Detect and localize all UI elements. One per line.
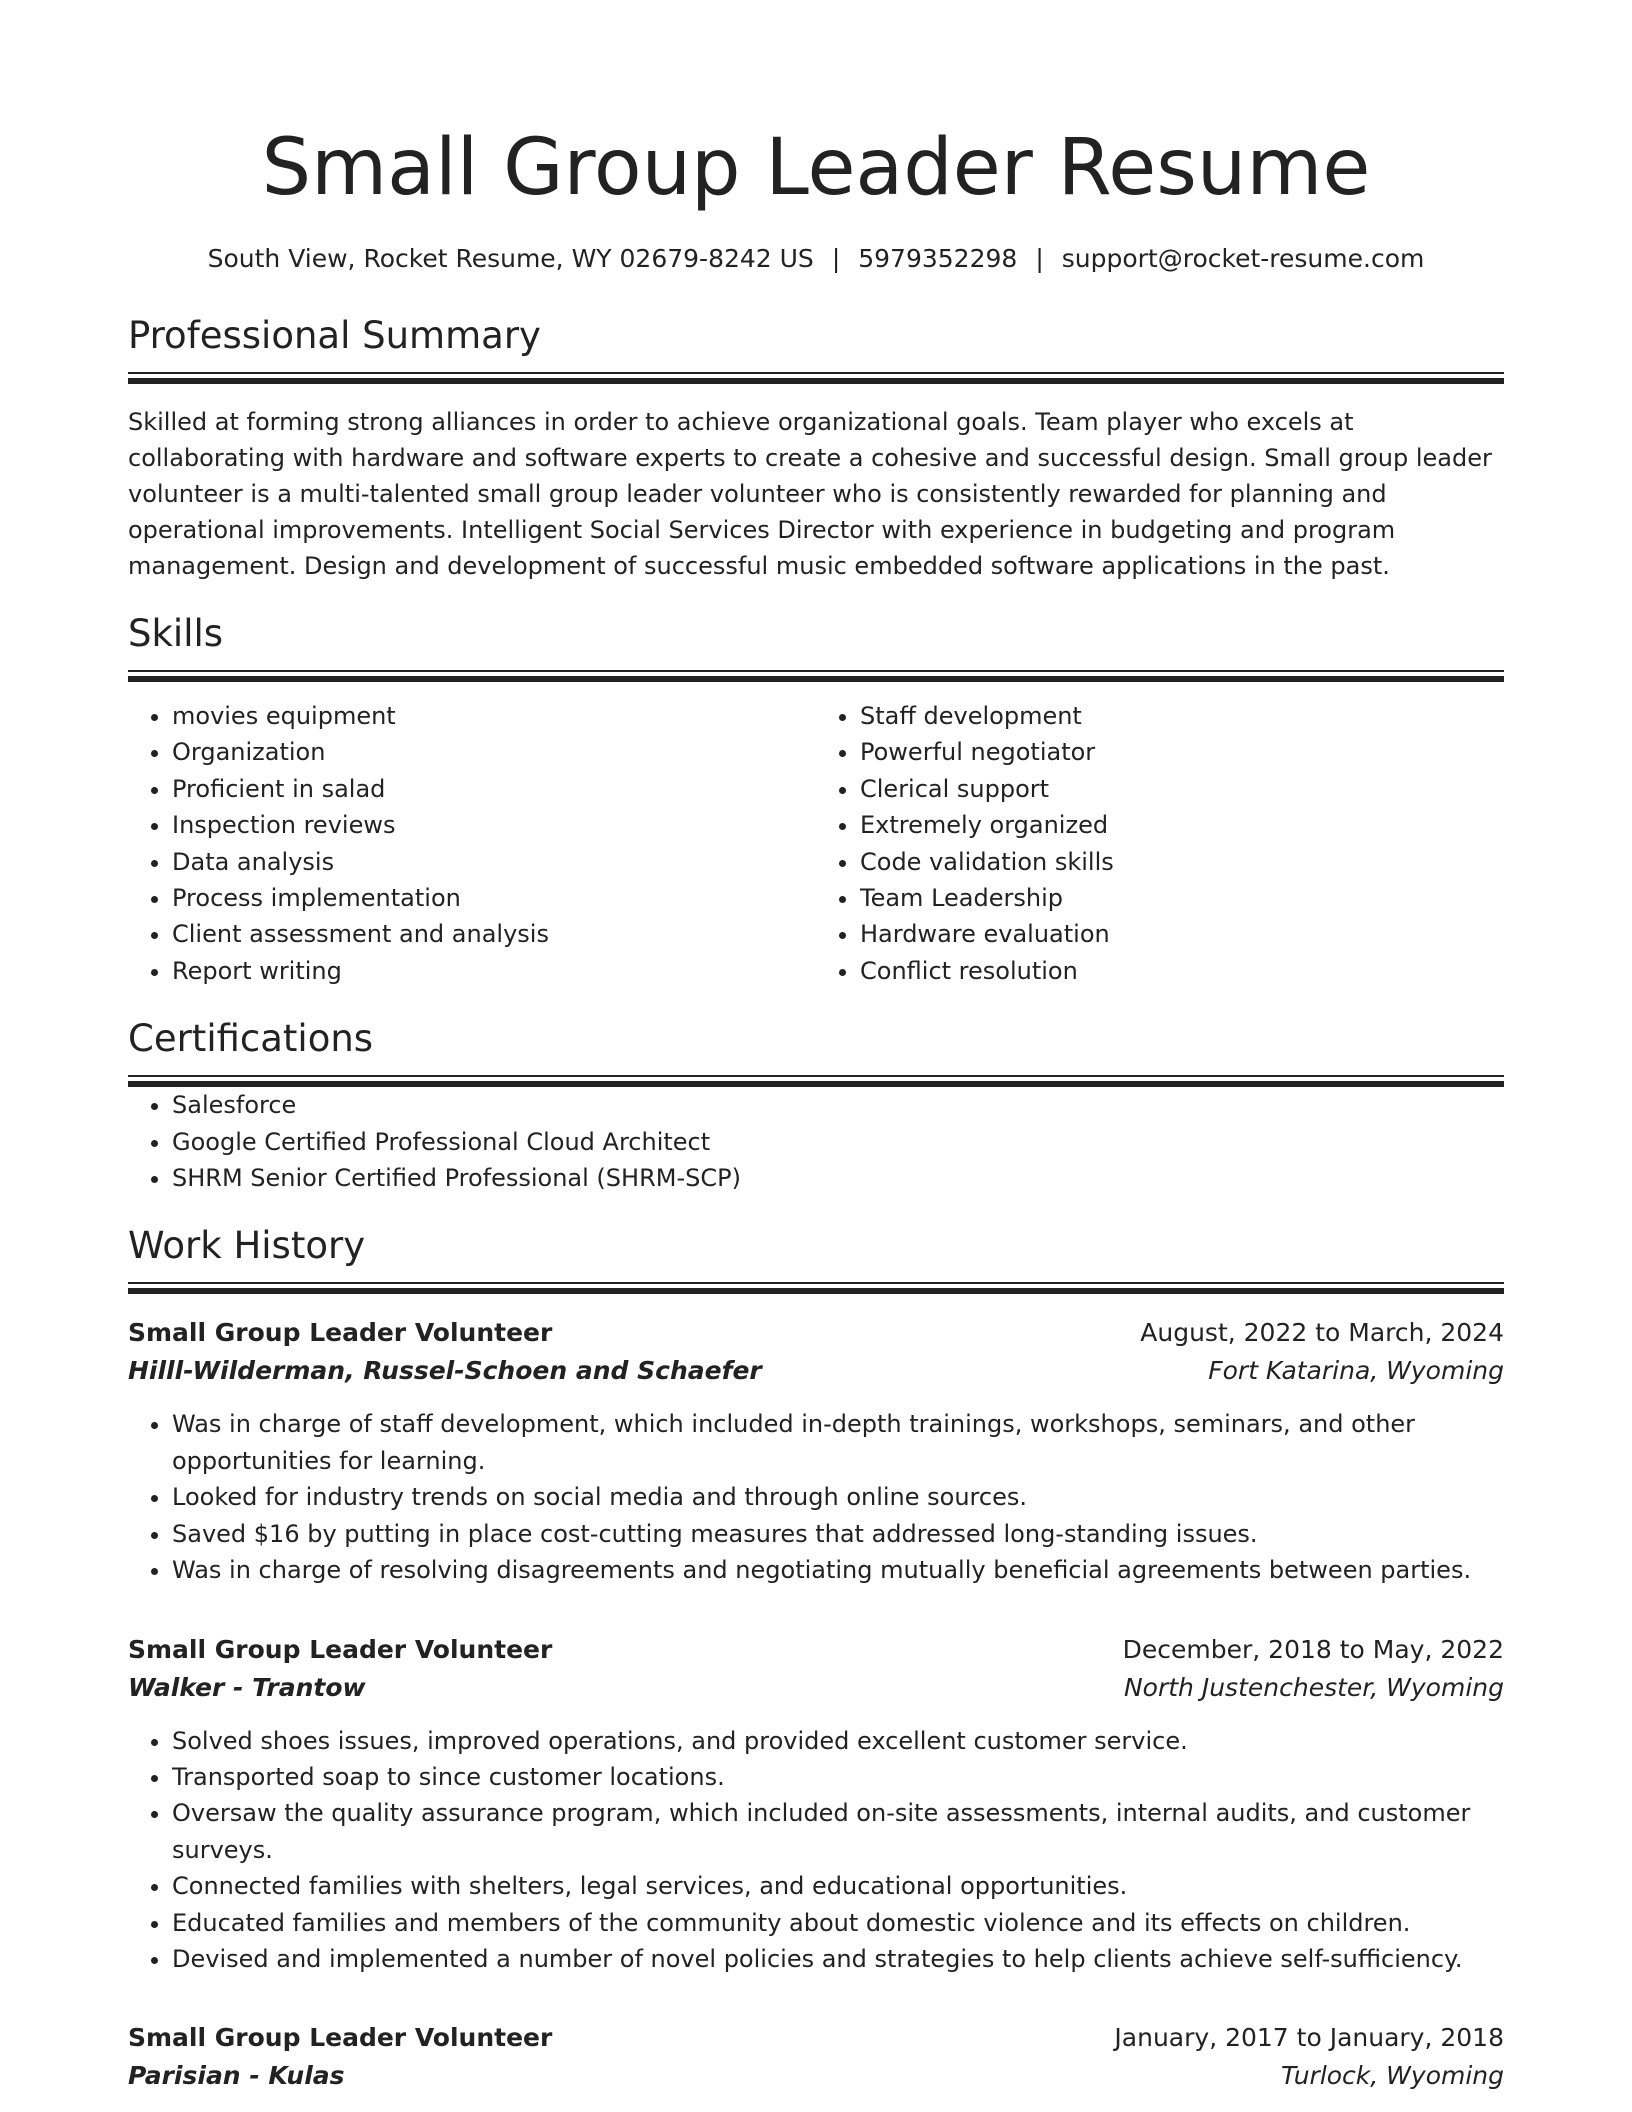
skill-item: • Powerful negotiator <box>860 734 1504 770</box>
job-bullet: • Was in charge of staff development, which included in-depth trainings, workshops, seminars, and other opportunities for learning. <box>172 1406 1504 1479</box>
job-title: Small Group Leader Volunteer <box>128 2023 553 2053</box>
contact-email: support@rocket-resume.com <box>1061 244 1425 273</box>
page-title: Small Group Leader Resume <box>261 123 1371 213</box>
job-dates: January, 2017 to January, 2018 <box>1114 2023 1504 2053</box>
job-header-row <box>128 2019 1504 2057</box>
job-dates: August, 2022 to March, 2024 <box>1140 1318 1504 1348</box>
job-bullet: • Transported soap to since customer locations. <box>172 1759 1504 1795</box>
contact-separator: | <box>831 244 841 273</box>
job-bullet: • Saved $16 by putting in place cost-cutting measures that addressed long-standing issues. <box>172 1516 1504 1552</box>
job-entry <box>128 1631 1504 1978</box>
job-bullet: • Educated families and members of the community about domestic violence and its effects on children. <box>172 1905 1504 1941</box>
section-divider <box>128 670 1504 682</box>
certification-item: • SHRM Senior Certified Professional (SHRM-SCP) <box>172 1160 1504 1196</box>
job-bullets <box>128 1723 1504 1978</box>
job-bullet: • Devised and implemented a number of novel policies and strategies to help clients achieve self-sufficiency. <box>172 1941 1504 1977</box>
skill-item: • Report writing <box>172 953 816 989</box>
summary-text: Skilled at forming strong alliances in order to achieve organizational goals. Team player who excels at collaborating with hardware and software experts to create a cohesive and successful design. Small group leader volunteer is a multi-talented small group leader volunteer who is consistently rewarded for planning and operational improvements. Intelligent Social Services Director with experience in budgeting and program management. Design and development of successful music embedded software applications in the past. <box>128 408 1492 580</box>
job-entry <box>128 2019 1504 2095</box>
job-bullets <box>128 1406 1504 1588</box>
certifications-heading: Certifications <box>128 1017 374 1061</box>
work-history-section <box>128 1222 1504 2095</box>
job-bullet: • Looked for industry trends on social media and through online sources. <box>172 1479 1504 1515</box>
job-bullet: • Solved shoes issues, improved operations, and provided excellent customer service. <box>172 1723 1504 1759</box>
certifications-section <box>128 1015 1504 1196</box>
contact-address: South View, Rocket Resume, WY 02679-8242 US <box>207 244 814 273</box>
skill-item: • Process implementation <box>172 880 816 916</box>
job-bullet: • Was in charge of resolving disagreements and negotiating mutually beneficial agreements between parties. <box>172 1552 1504 1588</box>
job-company-row <box>128 2057 1504 2095</box>
skill-item: • movies equipment <box>172 698 816 734</box>
skills-grid <box>128 698 1504 989</box>
job-location: Turlock, Wyoming <box>1280 2061 1504 2091</box>
summary-section <box>128 312 1504 584</box>
jobs-list <box>128 1314 1504 2095</box>
job-company-row <box>128 1352 1504 1390</box>
skill-item: • Team Leadership <box>860 880 1504 916</box>
skill-item: • Client assessment and analysis <box>172 916 816 952</box>
contact-separator: | <box>1035 244 1044 273</box>
skill-item: • Data analysis <box>172 844 816 880</box>
skill-item: • Conflict resolution <box>860 953 1504 989</box>
skills-column-left <box>128 698 816 989</box>
contact-phone: 5979352298 <box>858 244 1018 273</box>
section-divider <box>128 1075 1504 1087</box>
skill-item: • Hardware evaluation <box>860 916 1504 952</box>
section-divider <box>128 1282 1504 1294</box>
skill-item: • Extremely organized <box>860 807 1504 843</box>
job-bullet: • Oversaw the quality assurance program, which included on-site assessments, internal audits, and customer surveys. <box>172 1795 1504 1868</box>
work-history-heading: Work History <box>128 1224 366 1268</box>
job-bullet: • Connected families with shelters, legal services, and educational opportunities. <box>172 1868 1504 1904</box>
skill-item: • Clerical support <box>860 771 1504 807</box>
job-location: North Justenchester, Wyoming <box>1123 1672 1504 1702</box>
skill-item: • Code validation skills <box>860 844 1504 880</box>
skills-section <box>128 610 1504 989</box>
job-company: Parisian - Kulas <box>128 2061 345 2091</box>
skills-list-left <box>128 698 816 989</box>
job-header-row <box>128 1631 1504 1669</box>
job-dates: December, 2018 to May, 2022 <box>1122 1634 1504 1664</box>
contact-line <box>128 242 1504 276</box>
job-location: Fort Katarina, Wyoming <box>1208 1356 1504 1386</box>
skill-item: • Inspection reviews <box>172 807 816 843</box>
job-company: Walker - Trantow <box>128 1672 366 1702</box>
job-title: Small Group Leader Volunteer <box>128 1318 553 1348</box>
skills-heading: Skills <box>128 612 224 655</box>
skills-column-right <box>816 698 1504 989</box>
summary-heading: Professional Summary <box>128 314 541 357</box>
job-header-row <box>128 1314 1504 1352</box>
certification-item: • Google Certified Professional Cloud Architect <box>172 1124 1504 1160</box>
certification-item: • Salesforce <box>172 1087 1504 1123</box>
certifications-list <box>128 1087 1504 1196</box>
skill-item: • Proficient in salad <box>172 771 816 807</box>
job-company: Hilll-Wilderman, Russel-Schoen and Schaefer <box>128 1356 762 1386</box>
skill-item: • Organization <box>172 734 816 770</box>
job-entry <box>128 1314 1504 1588</box>
job-company-row <box>128 1669 1504 1707</box>
job-title: Small Group Leader Volunteer <box>128 1634 553 1664</box>
skills-list-right <box>816 698 1504 989</box>
skill-item: • Staff development <box>860 698 1504 734</box>
section-divider <box>128 372 1504 384</box>
